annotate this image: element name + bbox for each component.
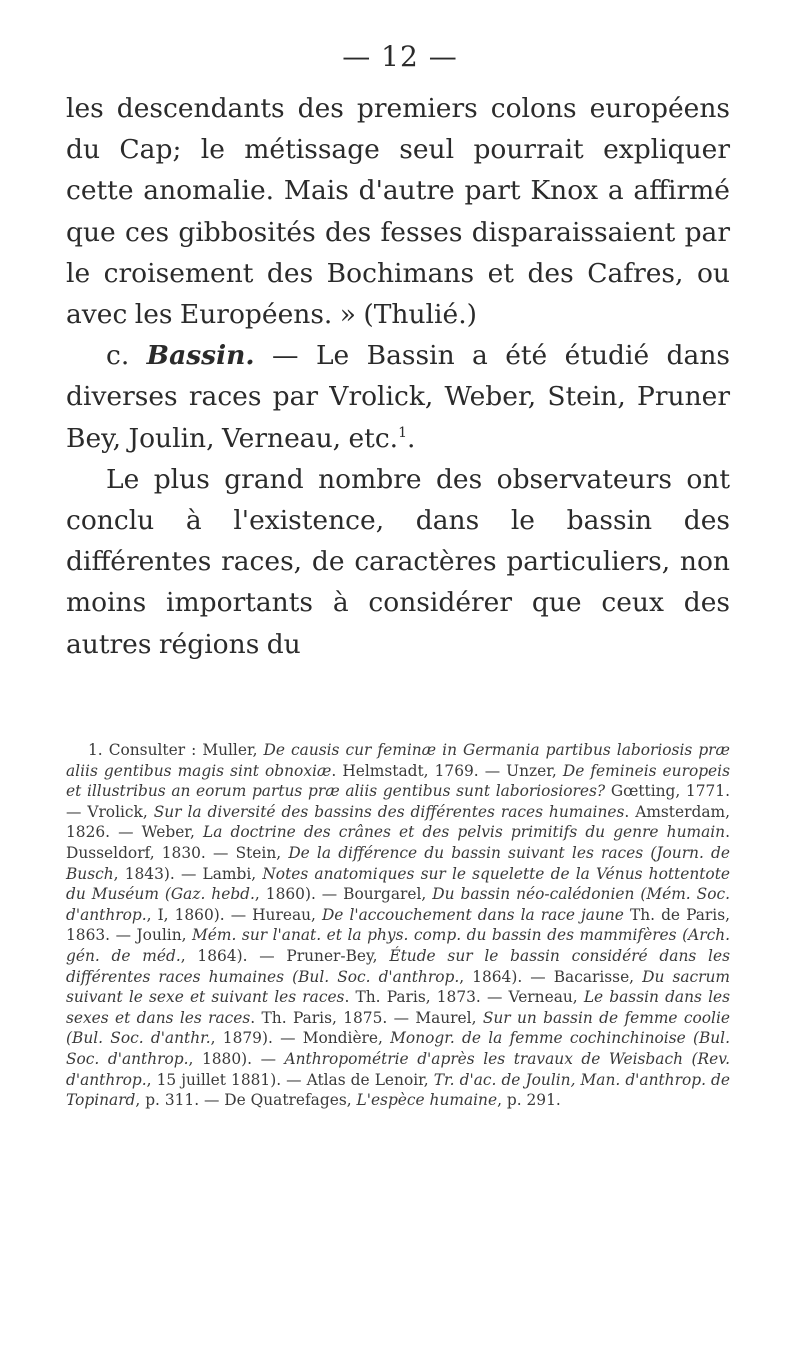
footnote-title-run: De causis cur feminæ in Germania partibus laboriosis præ aliis gentibus magis sint obnoxiæ	[66, 741, 730, 780]
section-text: — Le Bassin a été étudié dans diverses races par Vrolick, Weber, Stein, Pruner Bey, Joulin, Verneau, etc.	[66, 340, 730, 454]
footnote-text-run: , 1864). — Bacarisse,	[459, 967, 643, 986]
section-text-end: .	[407, 422, 416, 454]
footnote-text-run: , 1843). — Lambi,	[113, 864, 263, 883]
section-label: c.	[106, 340, 130, 372]
footnote-text-run: Th. de Paris, 1863. — Joulin,	[66, 905, 730, 945]
footnote-title-run: Monogr. de la femme cochinchinoise (Bul. Soc. d'anthrop.	[66, 1029, 730, 1068]
footnote-text-run: , I, 1860). — Hureau,	[146, 905, 322, 924]
footnote-title-run: Le bassin dans les sexes et dans les races	[66, 988, 730, 1027]
footnote-title-run: Étude sur le bassin considéré dans les différentes races humaines (Bul. Soc. d'anthrop.	[66, 946, 730, 986]
footnote-text-run: , p. 311. — De Quatrefages,	[135, 1091, 357, 1110]
footnote-text-run: , p. 291.	[497, 1091, 561, 1110]
footnote-1	[66, 740, 730, 1111]
paragraph-observateurs: Le plus grand nombre des observateurs ont conclu à l'existence, dans le bassin des différentes races, de caractères particuliers, non moins importants à considérer que ceux des autres régions du	[66, 463, 730, 660]
footnote-title-run: Du bassin néo-calédonien (Mém. Soc. d'anthrop.	[66, 885, 730, 924]
footnote-title-run: La doctrine des crânes et des pelvis primitifs du genre humain	[202, 823, 726, 842]
section-run-in-title: Bassin.	[146, 340, 255, 372]
footnote-title-run: De la différence du bassin suivant les races (Journ. de Busch	[66, 843, 730, 883]
paragraph-bassin	[66, 335, 730, 459]
footnote-title-run: De femineis europeis et illustribus an eorum partus præ aliis gentibus sunt laboriosiores?	[66, 761, 730, 801]
footnote-text-run: , 1864). — Pruner-Bey,	[180, 946, 390, 965]
footnote-text-run: 1. Consulter : Muller,	[88, 741, 264, 759]
footnote-title-run: Tr. d'ac. de Joulin, Man. d'anthrop. de Topinard	[66, 1070, 730, 1110]
footnote-text-run: . Th. Paris, 1875. — Maurel,	[250, 1008, 483, 1027]
footnote-reference: 1	[398, 424, 408, 441]
footnote-text-run: , 1879). — Mondière,	[210, 1029, 391, 1048]
footnote-text-run: . Amsterdam, 1826. — Weber,	[66, 802, 730, 842]
footnote-text-run: , 1880). —	[188, 1049, 285, 1068]
main-text	[66, 88, 730, 665]
footnotes	[66, 740, 730, 1111]
paragraph-continued: les descendants des premiers colons européens du Cap; le métissage seul pourrait expliquer cette anomalie. Mais d'autre part Knox a affirmé que ces gibbosités des fesses disparaissaient par le croisement des Bochimans et des Cafres, ou avec les Européens. » (Thulié.)	[66, 93, 730, 331]
footnote-title-run: Anthropométrie d'après les travaux de Weisbach (Rev. d'anthrop.	[66, 1049, 730, 1089]
footnote-title-run: Du sacrum suivant le sexe et suivant les races	[66, 967, 731, 1007]
footnote-title-run: Sur un bassin de femme coolie (Bul. Soc. d'anthr.	[66, 1008, 730, 1048]
page-number: — 12 —	[342, 40, 458, 73]
footnote-title-run: L'espèce humaine	[356, 1091, 498, 1110]
footnote-text-run: . Dusseldorf, 1830. — Stein,	[66, 823, 730, 862]
footnote-text-run: . Th. Paris, 1873. — Verneau,	[344, 988, 584, 1007]
footnote-text-run: . Helmstadt, 1769. — Unzer,	[331, 761, 563, 780]
footnote-title-run: De l'accouchement dans la race jaune	[321, 905, 624, 924]
footnote-text-run: , 1860). — Bourgarel,	[254, 885, 433, 904]
footnote-title-run: Sur la diversité des bassins des différentes races humaines	[153, 802, 625, 821]
footnote-title-run: Mém. sur l'anat. et la phys. comp. du bassin des mammifères (Arch. gén. de méd.	[66, 926, 730, 965]
footnote-text-run: , 15 juillet 1881). — Atlas de Lenoir,	[146, 1070, 434, 1089]
footnote-text-run: Gœtting, 1771. — Vrolick,	[66, 782, 730, 821]
footnote-title-run: Notes anatomiques sur le squelette de la Vénus hottentote du Muséum (Gaz. hebd.	[66, 864, 730, 904]
